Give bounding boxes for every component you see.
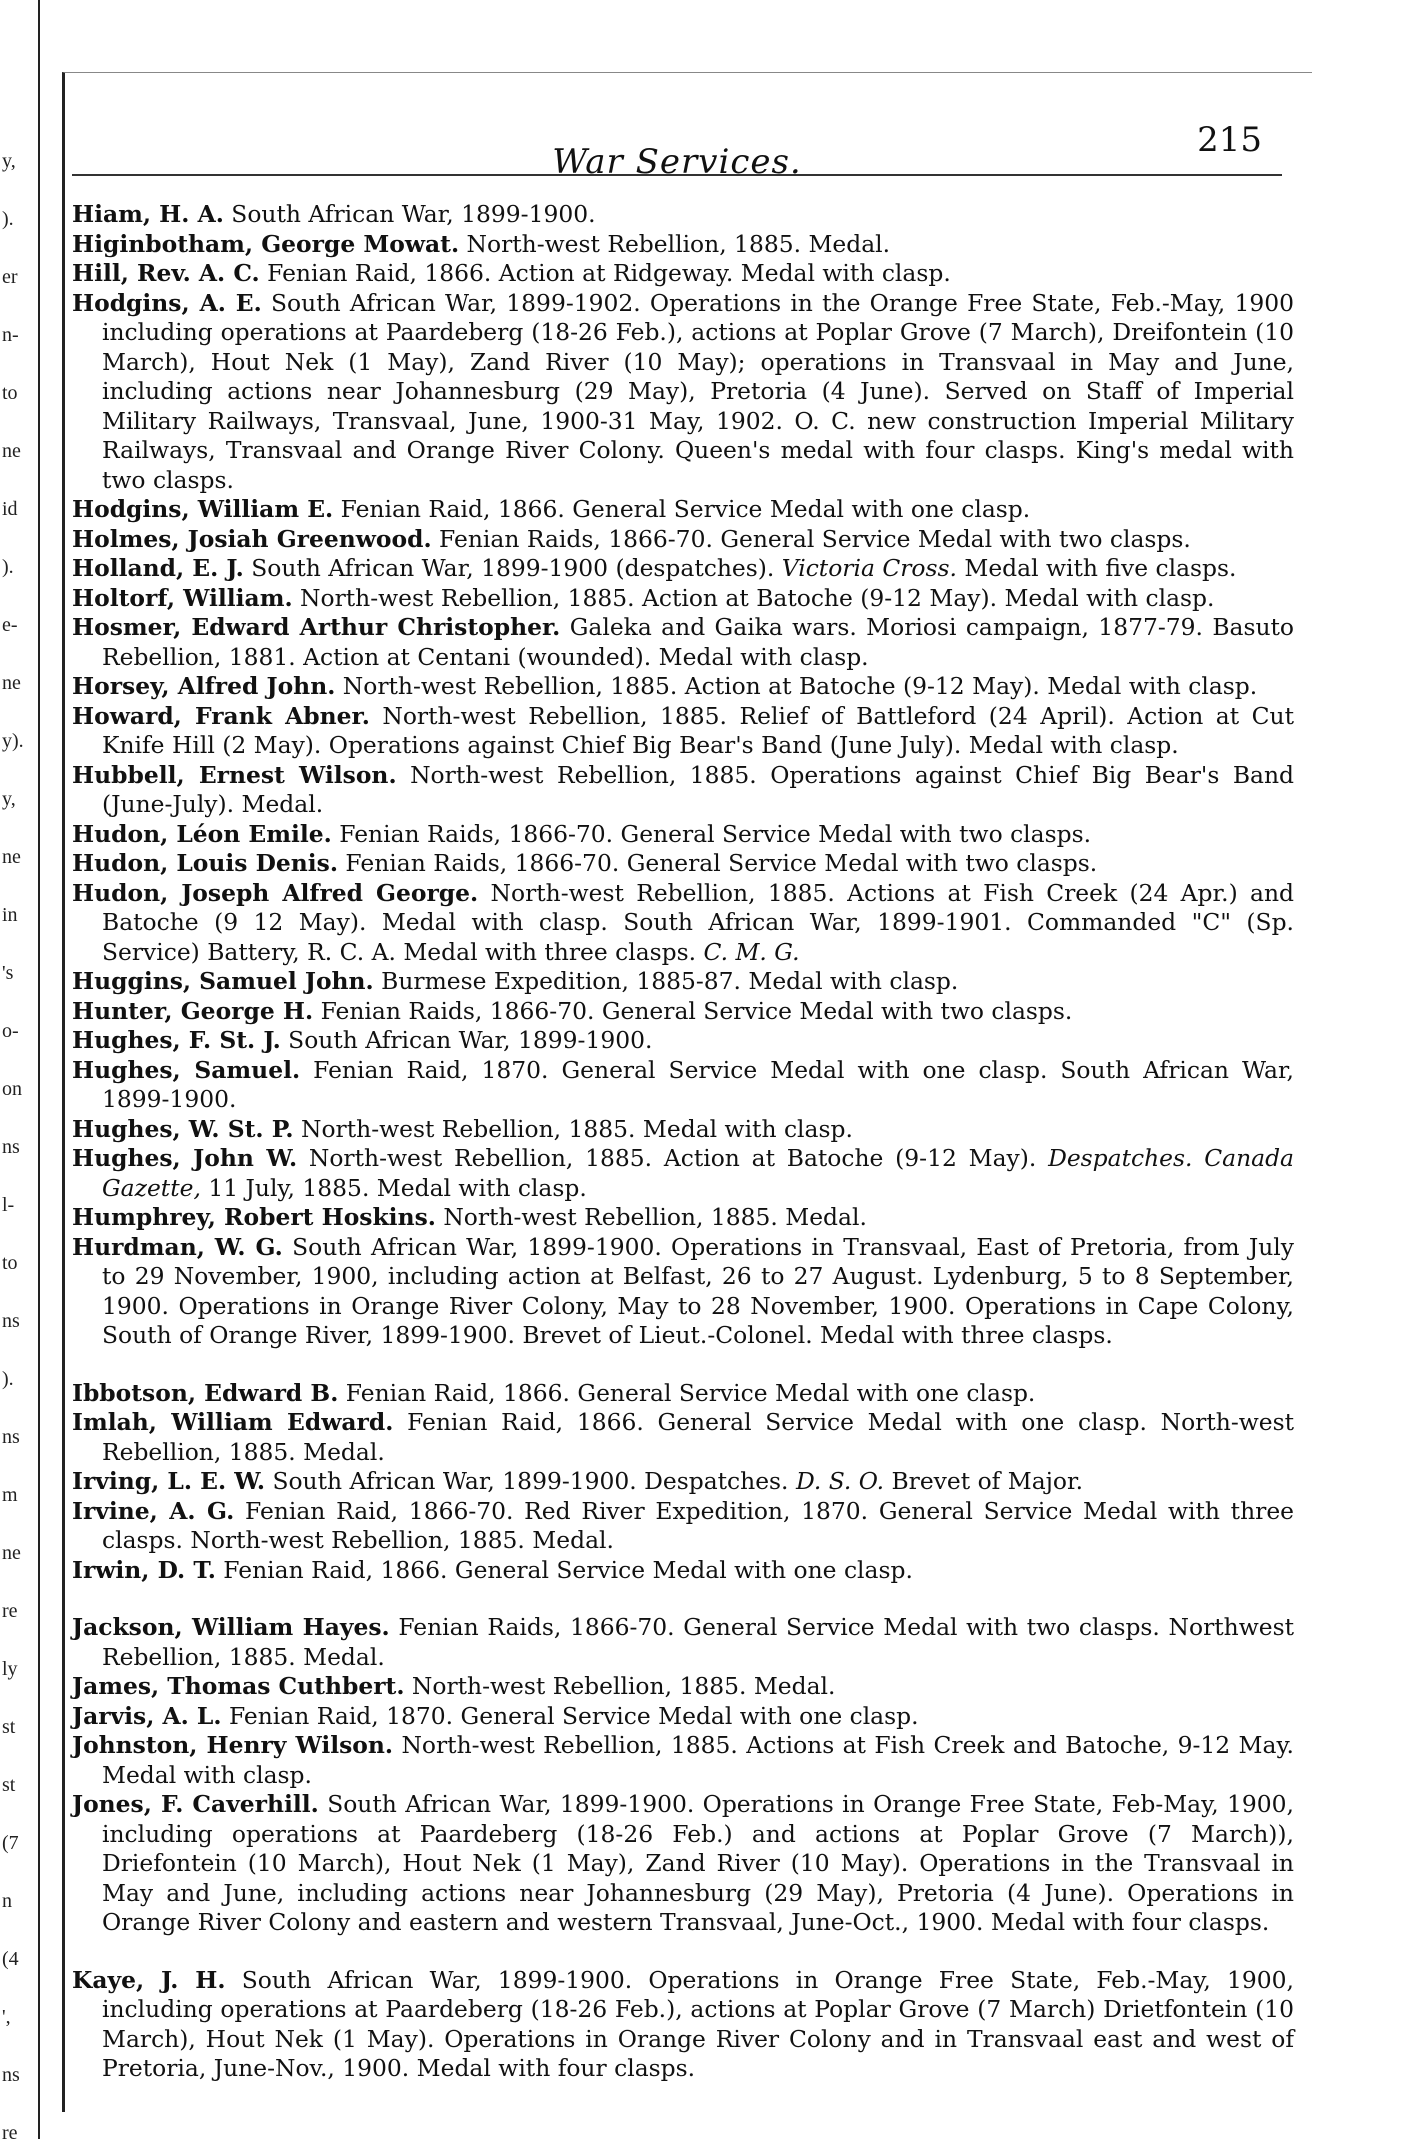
service-entry <box>72 820 1294 850</box>
service-entry <box>72 1026 1294 1056</box>
margin-fragment: ). <box>2 208 14 230</box>
margin-fragment: ns <box>2 1136 20 1158</box>
entry-text: Fenian Raids, 1866-70. General Service Medal with two clasps. <box>345 849 1098 877</box>
entry-name: Jackson, William Hayes. <box>72 1613 390 1641</box>
margin-fragment: er <box>2 266 18 288</box>
entry-text: North-west Rebellion, 1885. Actions at Fish Creek and Batoche, 9-12 May. Medal with clasp. <box>102 1731 1294 1789</box>
entry-name: Ibbotson, Edward B. <box>72 1378 339 1407</box>
service-entry <box>72 1702 1294 1732</box>
entry-name: Hudon, Léon Emile. <box>72 819 332 848</box>
service-entry <box>72 289 1294 496</box>
service-entry <box>72 879 1294 968</box>
service-entry <box>72 1556 1294 1586</box>
margin-fragment: ne <box>2 440 21 462</box>
service-entry <box>72 967 1294 997</box>
margin-fragment: ns <box>2 1426 20 1448</box>
entry-name: Hudon, Louis Denis. <box>72 849 338 877</box>
entry-award: Victoria Cross. <box>781 554 957 582</box>
margin-fragment: y). <box>2 730 24 752</box>
entry-text: Fenian Raid, 1866. Action at Ridgeway. Medal with clasp. <box>267 259 951 287</box>
entry-name: Hughes, W. St. P. <box>72 1114 294 1143</box>
entry-text-continued: Brevet of Major. <box>891 1467 1084 1495</box>
service-entry <box>72 1731 1294 1790</box>
entry-text: South African War, 1899-1900. <box>288 1026 653 1054</box>
entry-text: North-west Rebellion, 1885. Medal. <box>466 229 891 258</box>
entry-text: Fenian Raid, 1870. General Service Medal with one clasp. South African War, 1899-1900. <box>102 1055 1294 1113</box>
entry-name: Hiam, H. A. <box>72 200 224 228</box>
entry-group <box>72 200 1294 1351</box>
entry-name: Hughes, Samuel. <box>72 1055 301 1084</box>
entry-award: Despatches. Canada Gazette, <box>102 1144 1294 1202</box>
margin-fragment: ns <box>2 1310 20 1332</box>
entry-text: Fenian Raid, 1866. General Service Medal with one clasp. <box>340 495 1031 523</box>
entry-name: Hunter, George H. <box>72 996 314 1025</box>
margin-fragment: (7 <box>2 1832 19 1854</box>
entry-text: Burmese Expedition, 1885-87. Medal with clasp. <box>381 967 959 995</box>
entry-text: North-west Rebellion, 1885. Action at Batoche (9-12 May). Medal with clasp. <box>342 672 1258 700</box>
margin-fragment: 's <box>2 962 14 984</box>
entry-text: Fenian Raid, 1866-70. Red River Expedition, 1870. General Service Medal with three clasps. North-west Rebellion, 1885. Medal. <box>102 1496 1295 1554</box>
entry-text: North-west Rebellion, 1885. Relief of Battleford (24 April). Action at Cut Knife Hill (2 May). Operations against Chief Big Bear's Band (June July). Medal with clasp. <box>102 701 1295 759</box>
margin-fragment: re <box>2 2122 18 2144</box>
service-entry <box>72 849 1294 879</box>
running-title: War Services. <box>552 142 802 182</box>
service-entry <box>72 1966 1294 2084</box>
margin-fragment: o- <box>2 1020 19 1042</box>
entry-award: D. S. O. <box>795 1467 885 1495</box>
entry-text: Fenian Raid, 1866. General Service Medal with one clasp. North-west Rebellion, 1885. Medal. <box>102 1408 1294 1466</box>
entry-text: South African War, 1899-1900. <box>231 200 596 228</box>
margin-fragment: e- <box>2 614 18 636</box>
entry-group <box>72 1379 1294 1586</box>
entry-group <box>72 1966 1294 2084</box>
entry-text: Fenian Raids, 1866-70. General Service Medal with two clasps. Northwest Rebellion, 1885. Medal. <box>102 1613 1294 1671</box>
service-entry <box>72 1790 1294 1938</box>
service-entry <box>72 230 1294 260</box>
margin-fragment: ns <box>2 2064 20 2086</box>
entry-name: Irvine, A. G. <box>72 1496 235 1525</box>
service-entry <box>72 525 1294 555</box>
entry-text: South African War, 1899-1900. Operations in Transvaal, East of Pretoria, from July to 29 November, 1900, including action at Belfast, 26 to 27 August. Lydenburg, 5 to 8 September, 1900. Operations in Orange River Colony, May to 28 November, 1900. Operations in Cape Colony, South of Orange River, 1899-1900. Brevet of Lieut.-Colonel. Medal with three clasps. <box>102 1232 1295 1349</box>
margin-fragment: to <box>2 382 18 404</box>
service-entry <box>72 1613 1294 1672</box>
entry-text: North-west Rebellion, 1885. Medal. <box>443 1203 867 1231</box>
entry-text: South African War, 1899-1902. Operations in the Orange Free State, Feb.-May, 1900 including operations at Paardeberg (18-26 Feb.), actions at Poplar Grove (7 March), Dreifontein (10 March), Hout Nek (1 May), Zand River (10 May); operations in Transvaal in May and June, including actions near Johannesburg (29 May), Pretoria (4 June). Served on Staff of Imperial Military Railways, Transvaal, June, 1900-31 May, 1902. O. C. new construction Imperial Military Railways, Transvaal and Orange River Colony. Queen's medal with four clasps. King's medal with two clasps. <box>102 288 1295 494</box>
entry-name: Imlah, William Edward. <box>72 1408 394 1436</box>
entry-name: Jones, F. Caverhill. <box>72 1790 319 1818</box>
service-entry <box>72 1233 1294 1351</box>
service-entry <box>72 1144 1294 1203</box>
margin-fragment: re <box>2 1600 18 1622</box>
service-entry <box>72 1408 1294 1467</box>
entry-name: Hill, Rev. A. C. <box>72 259 260 287</box>
entry-name: Hodgins, William E. <box>72 495 334 523</box>
service-entry <box>72 495 1294 525</box>
entry-text: North-west Rebellion, 1885. Medal. <box>411 1672 836 1700</box>
entry-text: North-west Rebellion, 1885. Action at Batoche (9-12 May). <box>308 1144 1037 1172</box>
entry-text: Fenian Raids, 1866-70. General Service Medal with two clasps. <box>439 524 1191 553</box>
margin-fragment: n- <box>2 324 19 346</box>
entry-name: Irwin, D. T. <box>72 1555 216 1584</box>
margin-fragment: n <box>2 1890 12 1912</box>
service-entry <box>72 997 1294 1027</box>
entry-name: Holland, E. J. <box>72 554 244 582</box>
entry-text: South African War, 1899-1900. Despatches. <box>272 1467 789 1495</box>
margin-fragment: ne <box>2 672 21 694</box>
service-entry <box>72 1379 1294 1409</box>
entry-text: Fenian Raids, 1866-70. General Service Medal with two clasps. <box>339 819 1092 848</box>
entry-text: South African War, 1899-1900 (despatches). <box>251 554 775 582</box>
entry-text: Fenian Raid, 1866. General Service Medal with one clasp. <box>223 1555 913 1584</box>
entry-text: South African War, 1899-1900. Operations in Orange Free State, Feb.-May, 1900, including operations at Paardeberg (18-26 Feb.), actions at Poplar Grove (7 March) Drietfontein (10 March), Hout Nek (1 May). Operations in Orange River Colony and in Transvaal east and west of Pretoria, June-Nov., 1900. Medal with four clasps. <box>102 1965 1294 2082</box>
margin-fragment: st <box>2 1716 16 1738</box>
entry-name: Higinbotham, George Mowat. <box>72 229 460 258</box>
margin-fragment: on <box>2 1078 22 1100</box>
margin-fragment: ly <box>2 1658 18 1680</box>
entry-name: Hughes, John W. <box>72 1144 298 1172</box>
entry-name: Holtorf, William. <box>72 583 293 612</box>
entry-text: Fenian Raid, 1866. General Service Medal with one clasp. <box>345 1378 1036 1407</box>
entry-name: Kaye, J. H. <box>72 1965 226 1994</box>
margin-fragment: to <box>2 1252 18 1274</box>
margin-fragment: ). <box>2 1368 14 1390</box>
war-services-list <box>72 200 1294 2112</box>
margin-fragment: ne <box>2 1542 21 1564</box>
margin-fragment: y, <box>2 150 16 172</box>
service-entry <box>72 1497 1294 1556</box>
entry-group <box>72 1613 1294 1938</box>
service-entry <box>72 613 1294 672</box>
page-header <box>72 110 1282 182</box>
entry-text: North-west Rebellion, 1885. Actions at Fish Creek (24 Apr.) and Batoche (9 12 May). Medal with clasp. South African War, 1899-1901. Commanded "C" (Sp. Service) Battery, R. C. A. Medal with three clasps. <box>102 878 1295 966</box>
service-entry <box>72 702 1294 761</box>
margin-fragment: m <box>2 1484 18 1506</box>
service-entry <box>72 200 1294 230</box>
entry-name: Huggins, Samuel John. <box>72 967 374 995</box>
margin-fragment: st <box>2 1774 16 1796</box>
service-entry <box>72 761 1294 820</box>
margin-fragment: ', <box>2 2006 11 2028</box>
entry-name: Hughes, F. St. J. <box>72 1026 281 1054</box>
margin-fragment: ne <box>2 846 21 868</box>
service-entry <box>72 259 1294 289</box>
margin-fragment: l- <box>2 1194 15 1216</box>
service-entry <box>72 554 1294 584</box>
service-entry <box>72 1115 1294 1145</box>
service-entry <box>72 672 1294 702</box>
entry-name: Humphrey, Robert Hoskins. <box>72 1203 436 1231</box>
entry-name: Hudon, Joseph Alfred George. <box>72 878 479 907</box>
entry-name: Jarvis, A. L. <box>72 1701 222 1730</box>
entry-name: Howard, Frank Abner. <box>72 701 370 730</box>
entry-name: Irving, L. E. W. <box>72 1467 266 1495</box>
margin-fragment: y, <box>2 788 16 810</box>
entry-name: Hodgins, A. E. <box>72 288 262 317</box>
entry-name: Hurdman, W. G. <box>72 1232 283 1261</box>
entry-text-continued: 11 July, 1885. Medal with clasp. <box>208 1173 587 1202</box>
entry-text: North-west Rebellion, 1885. Medal with clasp. <box>301 1114 853 1143</box>
entry-text: Fenian Raid, 1870. General Service Medal with one clasp. <box>228 1701 919 1730</box>
entry-text: North-west Rebellion, 1885. Action at Batoche (9-12 May). Medal with clasp. <box>300 583 1215 612</box>
entry-award: C. M. G. <box>703 937 800 966</box>
page-number: 215 <box>1197 120 1262 160</box>
entry-name: Johnston, Henry Wilson. <box>72 1731 394 1759</box>
service-entry <box>72 584 1294 614</box>
entry-name: Horsey, Alfred John. <box>72 672 336 700</box>
service-entry <box>72 1672 1294 1702</box>
entry-text: Galeka and Gaika wars. Moriosi campaign, 1877-79. Basuto Rebellion, 1881. Action at Centani (wounded). Medal with clasp. <box>102 613 1295 671</box>
service-entry <box>72 1467 1294 1497</box>
entry-text: North-west Rebellion, 1885. Operations against Chief Big Bear's Band (June-July). Medal. <box>102 760 1294 818</box>
adjacent-page-margin <box>0 0 40 2144</box>
margin-fragment: (4 <box>2 1948 19 1970</box>
service-entry <box>72 1203 1294 1233</box>
margin-fragment: ). <box>2 556 14 578</box>
entry-name: James, Thomas Cuthbert. <box>72 1672 405 1700</box>
entry-name: Holmes, Josiah Greenwood. <box>72 524 432 553</box>
entry-text: South African War, 1899-1900. Operations in Orange Free State, Feb-May, 1900, including operations at Paardeberg (18-26 Feb.) and actions at Poplar Grove (7 March)), Driefontein (10 March), Hout Nek (1 May), Zand River (10 May). Operations in the Transvaal in May and June, including actions near Johannesburg (29 May), Pretoria (4 June). Operations in Orange River Colony and eastern and western Transvaal, June-Oct., 1900. Medal with four clasps. <box>102 1790 1294 1936</box>
entry-text-continued: Medal with five clasps. <box>964 554 1237 582</box>
service-entry <box>72 1056 1294 1115</box>
entry-text: Fenian Raids, 1866-70. General Service Medal with two clasps. <box>320 996 1073 1025</box>
margin-fragment: id <box>2 498 18 520</box>
entry-name: Hubbell, Ernest Wilson. <box>72 760 397 789</box>
margin-fragment: in <box>2 904 18 926</box>
entry-name: Hosmer, Edward Arthur Christopher. <box>72 613 561 641</box>
